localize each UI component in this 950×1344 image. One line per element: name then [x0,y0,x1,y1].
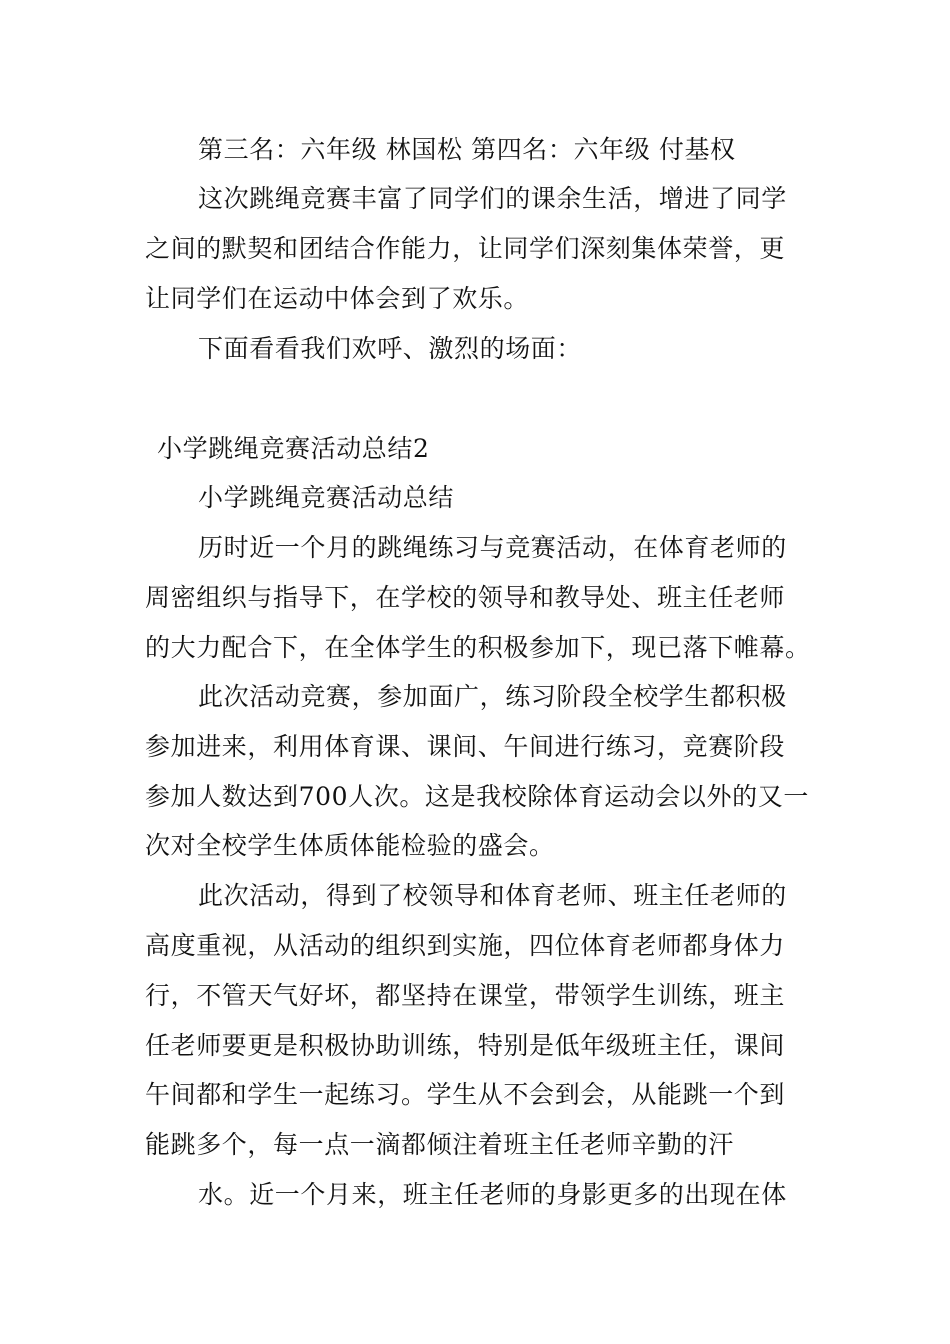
paragraph-line: 行，不管天气好坏，都坚持在课堂，带领学生训练，班主 [145,981,786,1010]
paragraph-line: 参加人数达到700人次。这是我校除体育运动会以外的又一 [145,782,809,811]
paragraph-line: 历时近一个月的跳绳练习与竞赛活动，在体育老师的 [198,533,787,562]
paragraph-line: 让同学们在运动中体会到了欢乐。 [145,284,530,313]
paragraph-line: 午间都和学生一起练习。学生从不会到会，从能跳一个到 [145,1080,786,1109]
paragraph-line: 此次活动，得到了校领导和体育老师、班主任老师的 [198,881,787,910]
paragraph-line: 此次活动竞赛，参加面广，练习阶段全校学生都积极 [198,682,787,711]
paragraph-line: 的大力配合下，在全体学生的积极参加下，现已落下帷幕。 [145,633,811,662]
paragraph-line: 任老师要更是积极协助训练，特别是低年级班主任，课间 [145,1031,786,1060]
paragraph-line: 水。近一个月来，班主任老师的身影更多的出现在体 [198,1180,787,1209]
rank-line: 第三名：六年级 林国松 第四名：六年级 付基权 [198,135,736,164]
paragraph-line: 下面看看我们欢呼、激烈的场面： [198,334,583,363]
section-heading: 小学跳绳竞赛活动总结2 [157,434,430,463]
paragraph-line: 参加进来，利用体育课、课间、午间进行练习，竞赛阶段 [145,732,786,761]
paragraph-line: 周密组织与指导下，在学校的领导和教导处、班主任老师 [145,583,786,612]
paragraph-line: 次对全校学生体质体能检验的盛会。 [145,831,555,860]
paragraph-line: 之间的默契和团结合作能力，让同学们深刻集体荣誉，更 [145,234,786,263]
subtitle: 小学跳绳竞赛活动总结 [198,483,455,512]
paragraph-line: 这次跳绳竞赛丰富了同学们的课余生活，增进了同学 [198,184,787,213]
paragraph-line: 能跳多个，每一点一滴都倾注着班主任老师辛勤的汗 [145,1130,734,1159]
paragraph-line: 高度重视，从活动的组织到实施，四位体育老师都身体力 [145,931,786,960]
